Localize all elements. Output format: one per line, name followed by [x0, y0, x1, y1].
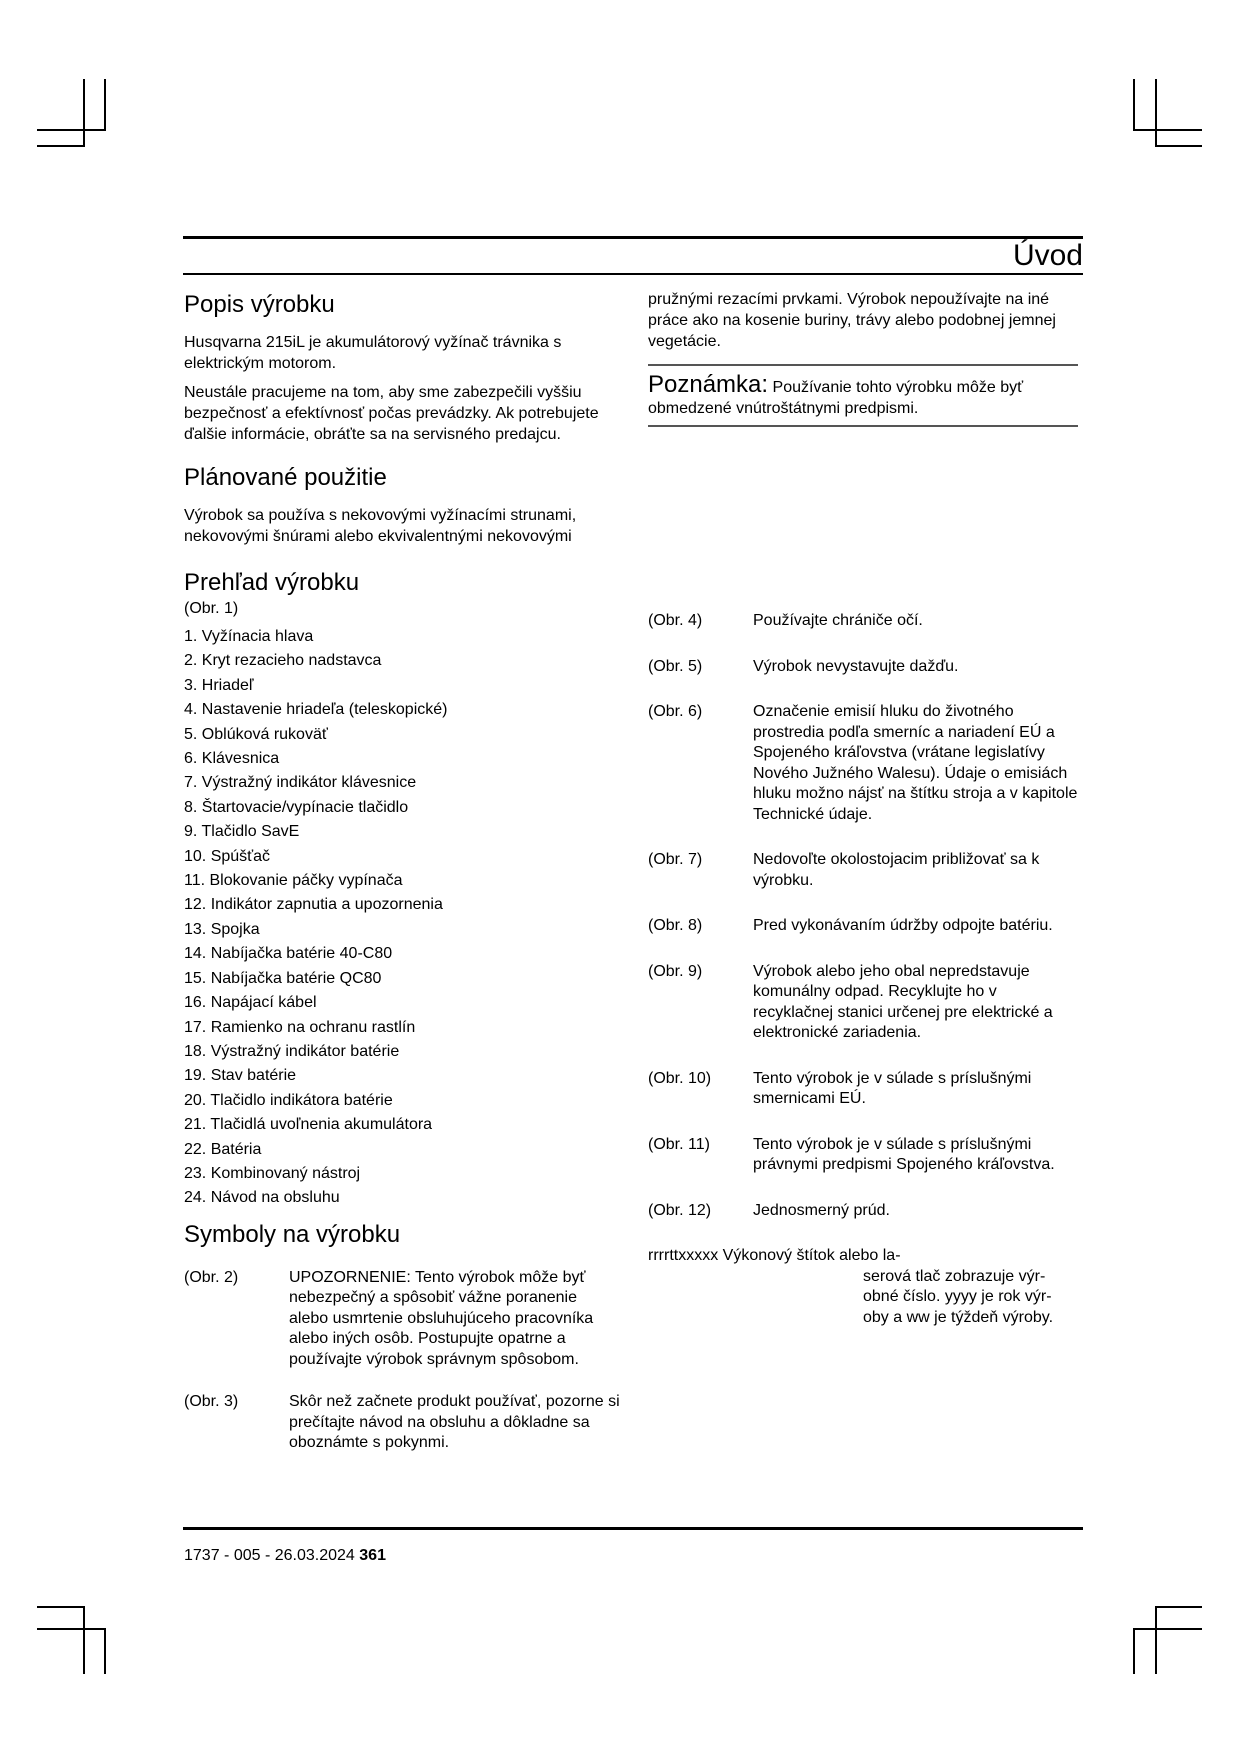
datecode-text: je rok výr- — [981, 1288, 1052, 1305]
header-rule-bottom — [183, 273, 1083, 275]
symbol-ref: (Obr. 4) — [648, 612, 703, 629]
list-item: 15. Nabíjačka batérie QC80 — [184, 969, 382, 987]
datecode-yyyy: yyyy — [944, 1288, 977, 1305]
overview-heading: Prehľad výrobku — [184, 569, 360, 596]
symbol-row — [648, 611, 1078, 632]
description-heading: Popis výrobku — [184, 291, 335, 318]
datecode-code: rrrrttxxxxx — [648, 1247, 719, 1264]
list-item: 13. Spojka — [184, 920, 260, 938]
symbol-row — [648, 1135, 1078, 1176]
list-item: 12. Indikátor zapnutia a upozornenia — [184, 896, 443, 914]
symbol-ref: (Obr. 8) — [648, 917, 703, 934]
list-item: 6. Klávesnica — [184, 750, 280, 768]
datecode-line — [863, 1308, 1078, 1329]
intended-use-text: Výrobok sa používa s nekovovými vyžínacími strunami, nekovovými šnúrami alebo ekvivalentnými nekovovými — [184, 507, 577, 545]
crop-mark — [83, 1606, 85, 1674]
datecode-ww: ww — [906, 1308, 930, 1326]
note-text: Používanie tohto výrobku môže byť obmedzené vnútroštátnymi predpismi. — [648, 379, 1024, 417]
list-item: 8. Štartovacie/vypínacie tlačidlo — [184, 798, 409, 816]
list-item: 1. Vyžínacia hlava — [184, 628, 314, 645]
list-item: 21. Tlačidlá uvoľnenia akumulátora — [184, 1116, 433, 1134]
crop-mark — [37, 1606, 85, 1608]
symbol-row — [184, 1268, 620, 1371]
list-item: 9. Tlačidlo SavE — [184, 823, 300, 841]
crop-mark — [104, 1628, 106, 1674]
symbol-text: Jednosmerný prúd. — [753, 1201, 890, 1219]
symbol-text: UPOZORNENIE: Tento výrobok môže byť nebezpečný a spôsobiť vážne poranenie alebo usmrtenie obsluhujúceho pracovníka alebo iných osôb. Postupujte opatrne a používajte výrobok správnym spôsobom. — [289, 1268, 594, 1368]
note-label: Poznámka: — [648, 371, 769, 398]
list-item: 3. Hriadeľ — [184, 676, 254, 694]
list-item: 22. Batéria — [184, 1140, 262, 1158]
symbol-text: Tento výrobok je v súlade s príslušnými smernicami EÚ. — [753, 1069, 1032, 1107]
symbol-ref: (Obr. 10) — [648, 1069, 712, 1087]
crop-mark — [1155, 1606, 1202, 1608]
note-box — [648, 366, 1078, 425]
crop-mark — [1155, 145, 1202, 147]
list-item: 16. Napájací kábel — [184, 994, 317, 1012]
datecode-line — [648, 1246, 1078, 1267]
page-title: Úvod — [1012, 239, 1083, 272]
symbol-row — [184, 1392, 620, 1454]
list-item: 4. Nastavenie hriadeľa (teleskopické) — [184, 701, 448, 719]
list-item: 11. Blokovanie páčky vypínača — [184, 872, 403, 890]
symbol-row — [648, 1069, 1078, 1110]
crop-mark — [104, 79, 106, 131]
description-paragraph: Neustále pracujeme na tom, aby sme zabezpečili vyššiu bezpečnosť a efektívnosť počas prevádzky. Ak potrebujete ďalšie informácie, obráťte sa na servisného predajcu. — [184, 384, 599, 443]
crop-mark — [37, 129, 106, 131]
symbol-text: Nedovoľte okolostojacim približovať sa k výrobku. — [753, 851, 1040, 889]
symbol-row — [648, 657, 1078, 678]
symbol-row — [648, 850, 1078, 891]
symbol-ref: (Obr. 2) — [184, 1268, 239, 1286]
crop-mark — [1133, 1628, 1202, 1630]
symbols-heading: Symboly na výrobku — [184, 1220, 401, 1248]
list-item: 10. Spúšťač — [184, 847, 271, 865]
overview-list — [184, 625, 620, 1211]
crop-mark — [1133, 1628, 1135, 1674]
datecode-text: oby a — [863, 1308, 903, 1326]
list-item: 2. Kryt rezacieho nadstavca — [184, 652, 382, 670]
datecode-text: je týždeň výroby. — [934, 1308, 1054, 1326]
list-item: 14. Nabíjačka batérie 40-C80 — [184, 945, 393, 963]
list-item: 18. Výstražný indikátor batérie — [184, 1042, 400, 1060]
symbol-ref: (Obr. 12) — [648, 1201, 712, 1219]
list-item: 20. Tlačidlo indikátora batérie — [184, 1091, 393, 1109]
list-item: 17. Ramienko na ochranu rastlín — [184, 1018, 416, 1036]
symbol-ref: (Obr. 7) — [648, 851, 703, 868]
list-item: 5. Oblúková rukoväť — [184, 725, 328, 743]
symbol-text: Používajte chrániče očí. — [753, 612, 923, 629]
symbol-row — [648, 702, 1078, 825]
list-item: 19. Stav batérie — [184, 1067, 297, 1085]
crop-mark — [1155, 1606, 1157, 1674]
datecode-line — [863, 1287, 1078, 1308]
symbol-ref: (Obr. 5) — [648, 657, 703, 675]
page-number: 361 — [359, 1547, 386, 1564]
symbol-row — [648, 1201, 1078, 1222]
right-column — [648, 289, 1078, 1328]
datecode-text: Výkonový štítok alebo la- — [722, 1247, 901, 1264]
list-item: 7. Výstražný indikátor klávesnice — [184, 774, 417, 792]
list-item: 24. Návod na obsluhu — [184, 1189, 340, 1207]
datecode-line: serová tlač zobrazuje výr- — [863, 1267, 1046, 1285]
symbol-ref: (Obr. 6) — [648, 703, 703, 720]
description-paragraph: Husqvarna 215iL je akumulátorový vyžínač trávnika s elektrickým motorom. — [184, 334, 562, 372]
intended-use-text-continued: pružnými rezacími prvkami. Výrobok nepoužívajte na iné práce ako na kosenie buriny, trávy alebo podobnej jemnej vegetácie. — [648, 291, 1056, 350]
footer-doc-id: 1737 - 005 - 26.03.2024 — [184, 1547, 355, 1564]
crop-mark — [1133, 79, 1135, 131]
note-rule-bottom — [648, 425, 1078, 427]
crop-mark — [37, 1628, 106, 1630]
crop-mark — [37, 145, 85, 147]
symbol-text: Označenie emisií hluku do životného prostredia podľa smerníc a nariadení EÚ a Spojeného kráľovstva (vrátane legislatívy Nového Južného Walesu). Údaje o emisiách hluku možno nájsť na štítku stroja a v kapitole Technické údaje. — [753, 703, 1078, 823]
symbol-text: Pred vykonávaním údržby odpojte batériu. — [753, 917, 1053, 934]
footer-rule — [183, 1527, 1083, 1530]
overview-figure-ref: (Obr. 1) — [184, 600, 239, 617]
crop-mark — [83, 79, 85, 147]
left-column — [184, 290, 620, 1454]
crop-mark — [1133, 129, 1202, 131]
symbol-row — [648, 916, 1078, 937]
list-item: 23. Kombinovaný nástroj — [184, 1164, 361, 1182]
symbol-text: Výrobok nevystavujte dažďu. — [753, 657, 959, 675]
symbol-text: Tento výrobok je v súlade s príslušnými právnymi predpismi Spojeného kráľovstva. — [753, 1135, 1055, 1173]
symbol-text: Skôr než začnete produkt používať, pozorne si prečítajte návod na obsluhu a dôkladne sa oboznámte s pokynmi. — [289, 1393, 620, 1452]
symbol-text: Výrobok alebo jeho obal nepredstavuje komunálny odpad. Recyklujte ho v recyklačnej stanici určenej pre elektrické a elektronické zariadenia. — [753, 962, 1053, 1041]
crop-mark — [1155, 79, 1157, 147]
intended-use-heading: Plánované použitie — [184, 464, 387, 491]
datecode-text: obné číslo. — [863, 1288, 941, 1305]
footer — [184, 1547, 386, 1565]
symbol-row — [648, 962, 1078, 1044]
symbol-ref: (Obr. 3) — [184, 1393, 239, 1411]
symbol-ref: (Obr. 11) — [648, 1135, 710, 1153]
symbol-ref: (Obr. 9) — [648, 962, 703, 980]
datecode-block — [648, 1246, 1078, 1328]
